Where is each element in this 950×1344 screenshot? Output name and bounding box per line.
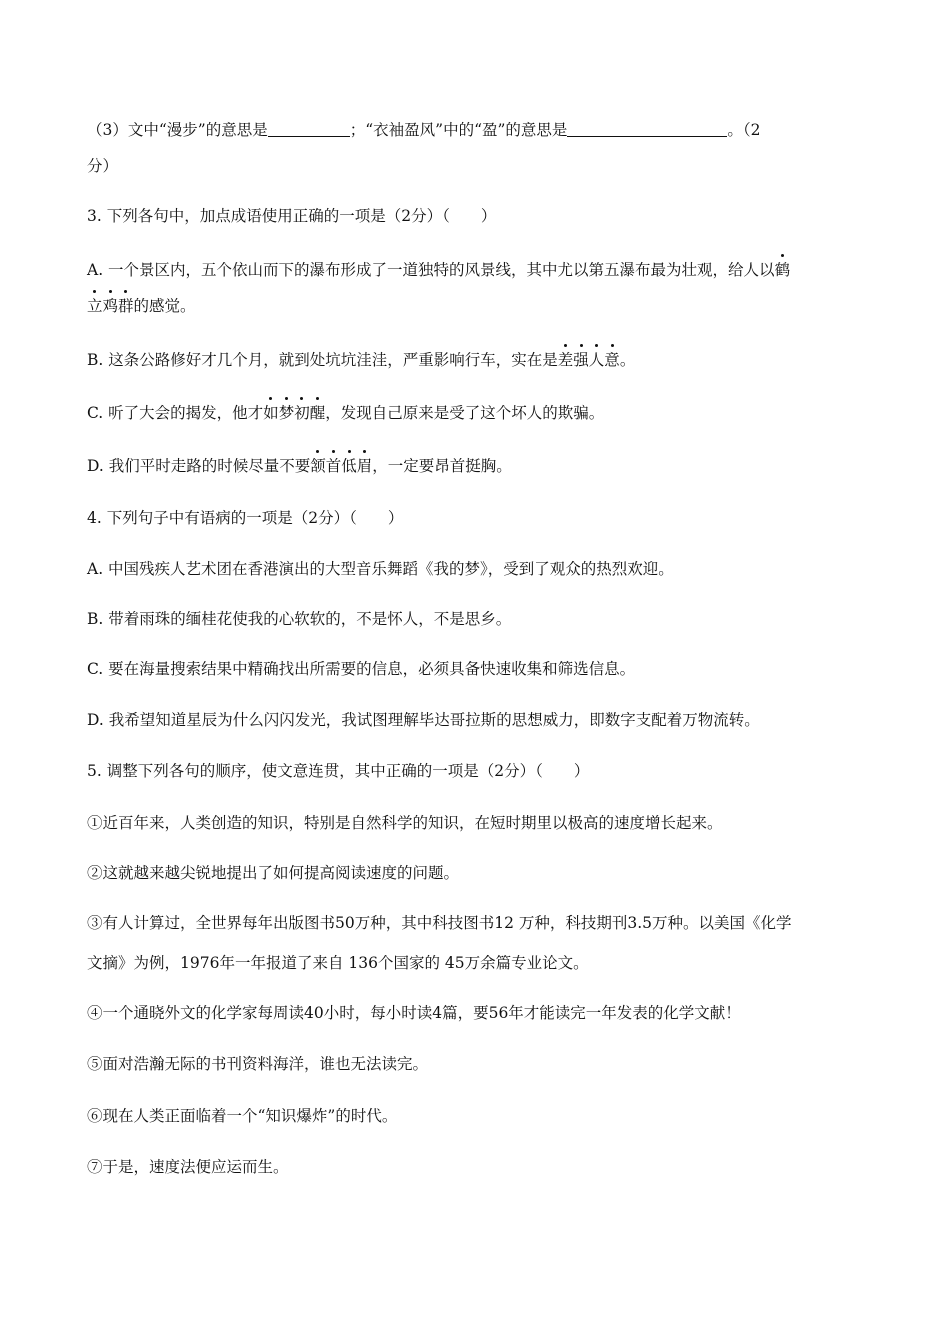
- q3-a-dotted-2: [87, 297, 134, 315]
- q3-d-text: D. 我们平时走路的时候尽量不要: [87, 457, 311, 475]
- emphasis-char: 低: [341, 457, 357, 475]
- emphasis-char: 差: [557, 351, 574, 369]
- question-3-option-d: [87, 456, 877, 476]
- q3-b-dotted: [558, 351, 620, 369]
- q3-d-tail: ，一定要昂首挺胸。: [372, 457, 512, 475]
- question-2-3-line: [87, 120, 877, 140]
- q3-b-tail: 。: [619, 351, 636, 369]
- question-4-option-d: D. 我希望知道星辰为什么闪闪发光，我试图理解毕达哥拉斯的思想威力，即数字支配着万物流转。: [87, 711, 760, 729]
- question-2-3-cont: 分）: [87, 157, 119, 175]
- q2-3-text-2: ；“衣袖盈风”中的“盈”的意思是: [349, 121, 568, 139]
- emphasis-char: 醒: [309, 404, 326, 422]
- emphasis-char: 如: [263, 404, 279, 422]
- emphasis-char: 颔: [310, 457, 326, 475]
- emphasis-char: 意: [604, 351, 620, 369]
- question-3-option-b: [87, 350, 877, 370]
- question-3-option-a-cont: [87, 296, 877, 316]
- q3-a-tail: 的感觉。: [133, 297, 196, 315]
- question-4-option-a: A. 中国残疾人艺术团在香港演出的大型音乐舞蹈《我的梦》，受到了观众的热烈欢迎。: [87, 560, 674, 578]
- q3-a-text: A. 一个景区内，五个依山而下的瀑布形成了一道独特的风景线，其中尤以第五瀑布最为壮观，给人以: [87, 261, 775, 279]
- q5-sentence-7: ⑦于是，速度法便应运而生。: [87, 1158, 289, 1176]
- emphasis-char: 眉: [356, 457, 373, 475]
- q5-sentence-5: ⑤面对浩瀚无际的书刊资料海洋，谁也无法读完。: [87, 1055, 429, 1073]
- q5-sentence-4: ④一个通晓外文的化学家每周读40小时，每小时读4篇，要56年才能读完一年发表的化学文献！: [87, 1004, 741, 1022]
- question-4-option-b: B. 带着雨珠的缅桂花使我的心软软的，不是怀人，不是思乡。: [87, 610, 512, 628]
- emphasis-char: 群: [118, 297, 134, 315]
- q2-3-text-1: （3）文中“漫步”的意思是: [87, 121, 268, 139]
- question-3-stem: 3. 下列各句中，加点成语使用正确的一项是（2分）（ ）: [87, 207, 497, 225]
- answer-blank-1[interactable]: [268, 120, 350, 137]
- emphasis-char: 初: [294, 404, 310, 422]
- q5-sentence-3-cont: 文摘》为例，1976年一年报道了来自 136个国家的 45万余篇专业论文。: [87, 954, 589, 972]
- q5-sentence-6: ⑥现在人类正面临着一个“知识爆炸”的时代。: [87, 1107, 398, 1125]
- emphasis-char: 立: [87, 297, 103, 315]
- question-5-stem: 5. 调整下列各句的顺序，使文意连贯，其中正确的一项是（2分）（ ）: [87, 762, 590, 780]
- question-4-option-c: C. 要在海量搜索结果中精确找出所需要的信息，必须具备快速收集和筛选信息。: [87, 660, 636, 678]
- emphasis-char: 鸡: [102, 297, 119, 315]
- emphasis-char: 梦: [278, 404, 295, 422]
- q3-c-dotted: [263, 404, 325, 422]
- q2-3-text-3: 。（2: [727, 121, 761, 139]
- emphasis-char: 强: [573, 351, 589, 369]
- q5-sentence-1: ①近百年来，人类创造的知识，特别是自然科学的知识，在短时期里以极高的速度增长起来。: [87, 814, 723, 832]
- question-3-option-a: [87, 260, 877, 280]
- question-3-option-c: [87, 403, 877, 423]
- emphasis-char: 人: [588, 351, 605, 369]
- q5-sentence-3: ③有人计算过，全世界每年出版图书50万种，其中科技图书12 万种，科技期刊3.5万种。以美国《化学: [87, 914, 792, 932]
- q3-c-tail: ，发现自己原来是受了这个坏人的欺骗。: [325, 404, 605, 422]
- question-4-stem: 4. 下列句子中有语病的一项是（2分）（ ）: [87, 509, 404, 527]
- answer-blank-2[interactable]: [567, 120, 727, 137]
- q3-c-text: C. 听了大会的揭发，他才: [87, 404, 264, 422]
- q3-b-text: B. 这条公路修好才几个月，就到处坑坑洼洼，严重影响行车，实在是: [87, 351, 558, 369]
- q3-d-dotted: [310, 457, 372, 475]
- q3-a-dotted-1: 鹤: [774, 261, 791, 279]
- q5-sentence-2: ②这就越来越尖锐地提出了如何提高阅读速度的问题。: [87, 864, 460, 882]
- emphasis-char: 首: [325, 457, 342, 475]
